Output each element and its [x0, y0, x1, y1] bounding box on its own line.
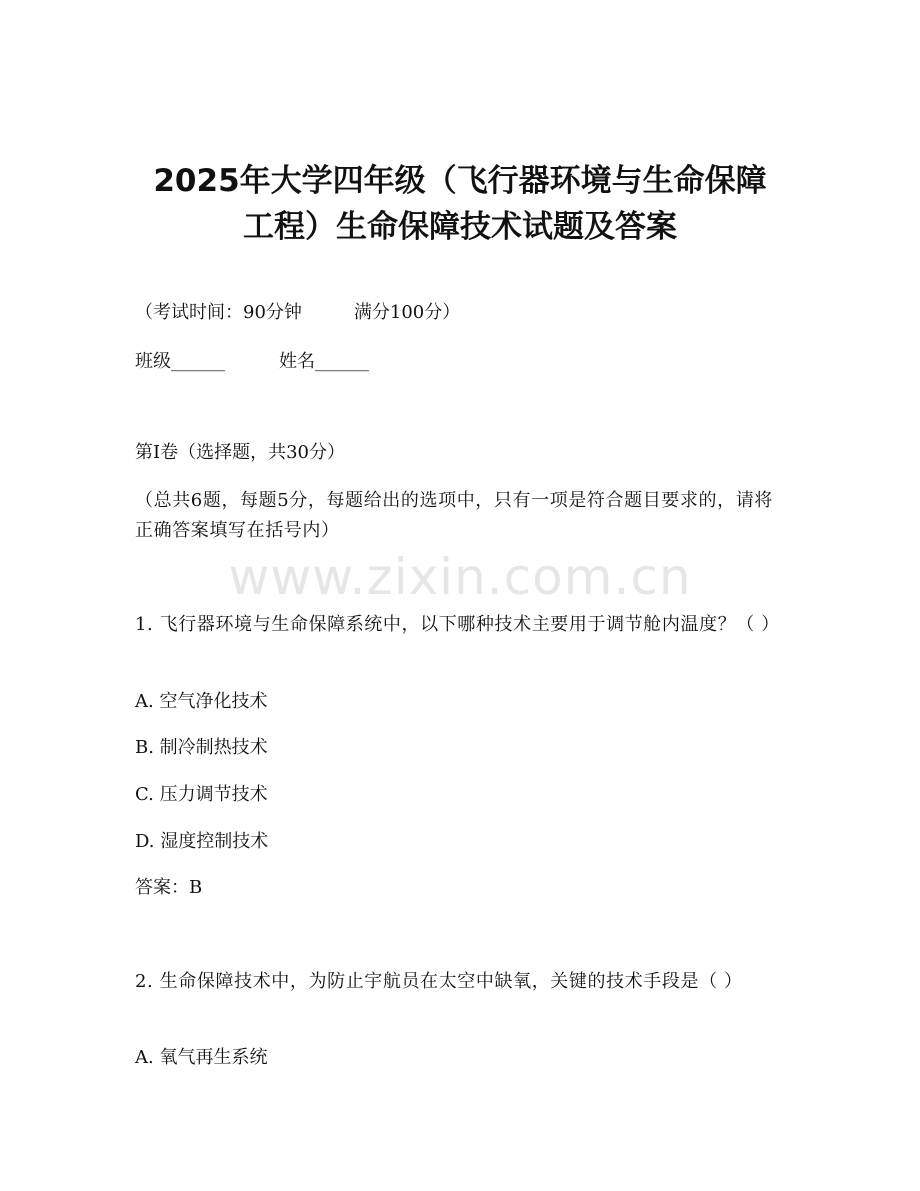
question-1-option-a: A. 空气净化技术 [135, 691, 268, 712]
question-1-answer: 答案：B [135, 877, 203, 898]
section-instruction: （总共6题，每题5分，每题给出的选项中，只有一项是符合题目要求的，请将正确答案填写在括号内） [135, 490, 773, 541]
document-title-line-2: 工程）生命保障技术试题及答案 [243, 209, 677, 245]
question-1-stem: 1. 飞行器环境与生命保障系统中，以下哪种技术主要用于调节舱内温度？（ ） [135, 614, 780, 635]
question-1-option-b: B. 制冷制热技术 [135, 737, 268, 758]
full-score: 满分100分） [353, 302, 461, 323]
question-2-option-a: A. 氧气再生系统 [135, 1047, 268, 1068]
name-field[interactable]: 姓名______ [279, 351, 369, 372]
question-2-stem: 2. 生命保障技术中，为防止宇航员在太空中缺氧，关键的技术手段是（ ） [135, 971, 743, 992]
class-field[interactable]: 班级______ [135, 351, 225, 372]
question-1-option-c: C. 压力调节技术 [135, 784, 268, 805]
document-title-line-1: 2025年大学四年级（飞行器环境与生命保障 [153, 163, 767, 199]
section-title: 第Ⅰ卷（选择题，共30分） [135, 442, 346, 463]
exam-info [135, 298, 785, 328]
exam-time: （考试时间：90分钟 [135, 302, 302, 323]
question-1-option-d: D. 湿度控制技术 [135, 831, 269, 852]
watermark: www.zixin.com.cn [228, 548, 692, 606]
student-info [135, 347, 785, 377]
